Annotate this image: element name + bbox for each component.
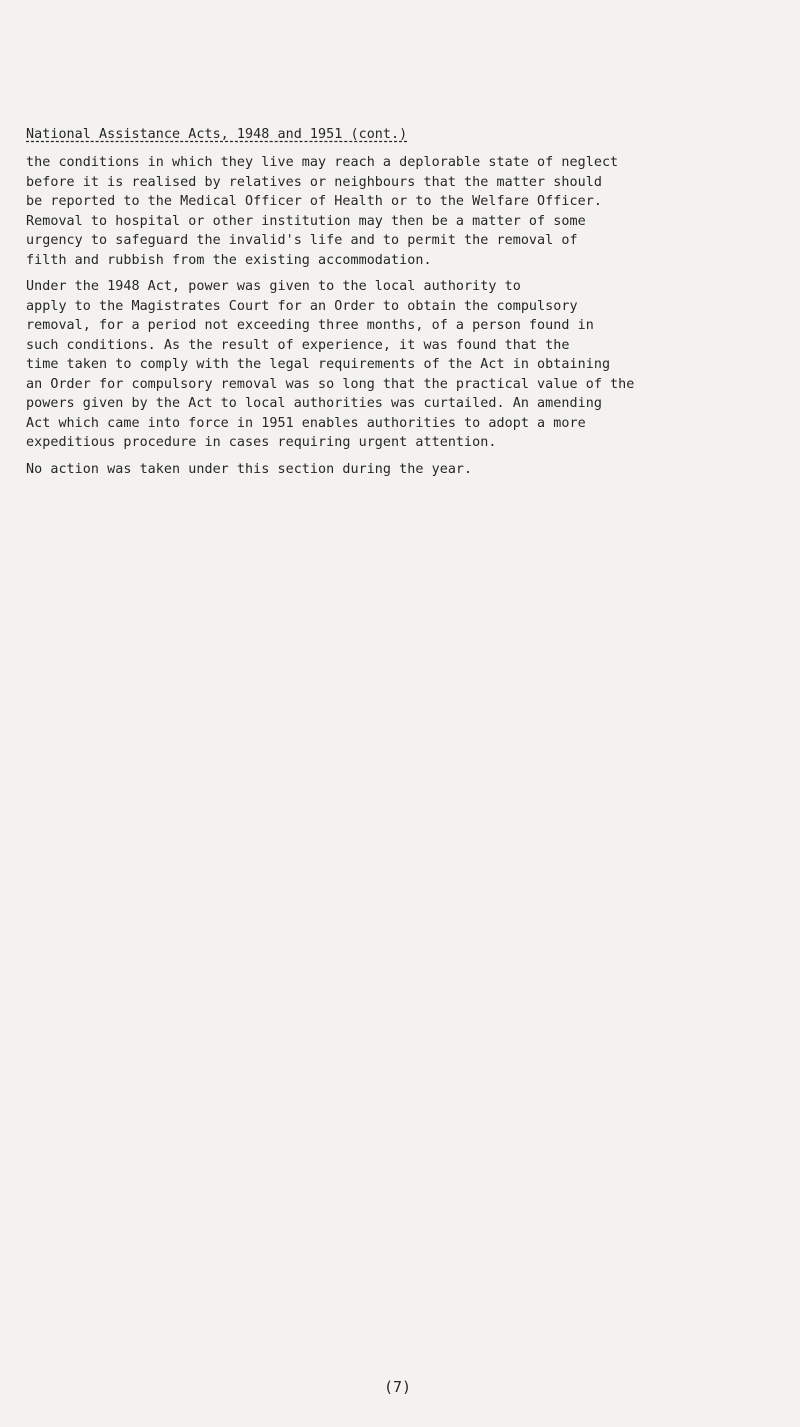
- paragraph-line: be reported to the Medical Officer of Health or to the Welfare Officer.: [26, 194, 602, 209]
- paragraph-line: an Order for compulsory removal was so long that the practical value of the: [26, 376, 635, 392]
- paragraph-line: expeditious procedure in cases requiring urgent attention.: [26, 435, 497, 450]
- page-number: (7): [384, 1378, 412, 1396]
- paragraph-1: [26, 153, 796, 270]
- paragraph-3: [26, 460, 796, 480]
- paragraph-line: powers given by the Act to local authorities was curtailed. An amending: [26, 396, 602, 411]
- paragraph-line: before it is realised by relatives or neighbours that the matter should: [26, 174, 602, 190]
- paragraph-line: apply to the Magistrates Court for an Order to obtain the compulsory: [26, 298, 578, 314]
- paragraph-line: Removal to hospital or other institution may then be a matter of some: [26, 213, 586, 229]
- paragraph-line: time taken to comply with the legal requirements of the Act in obtaining: [26, 357, 611, 372]
- section-heading: National Assistance Acts, 1948 and 1951 (cont.): [26, 127, 408, 142]
- paragraph-line: urgency to safeguard the invalid's life and to permit the removal of: [26, 233, 578, 248]
- paragraph-line: the conditions in which they live may reach a deplorable state of neglect: [26, 155, 619, 170]
- paragraph-2: [26, 277, 796, 453]
- paragraph-line: Under the 1948 Act, power was given to the local authority to: [26, 279, 521, 294]
- paragraph-line: Act which came into force in 1951 enables authorities to adopt a more: [26, 415, 586, 431]
- paragraph-line: filth and rubbish from the existing accommodation.: [26, 252, 432, 268]
- paragraph-line: No action was taken under this section during the year.: [26, 462, 473, 477]
- paragraph-line: such conditions. As the result of experience, it was found that the: [26, 337, 570, 353]
- paragraph-line: removal, for a period not exceeding three months, of a person found in: [26, 318, 594, 333]
